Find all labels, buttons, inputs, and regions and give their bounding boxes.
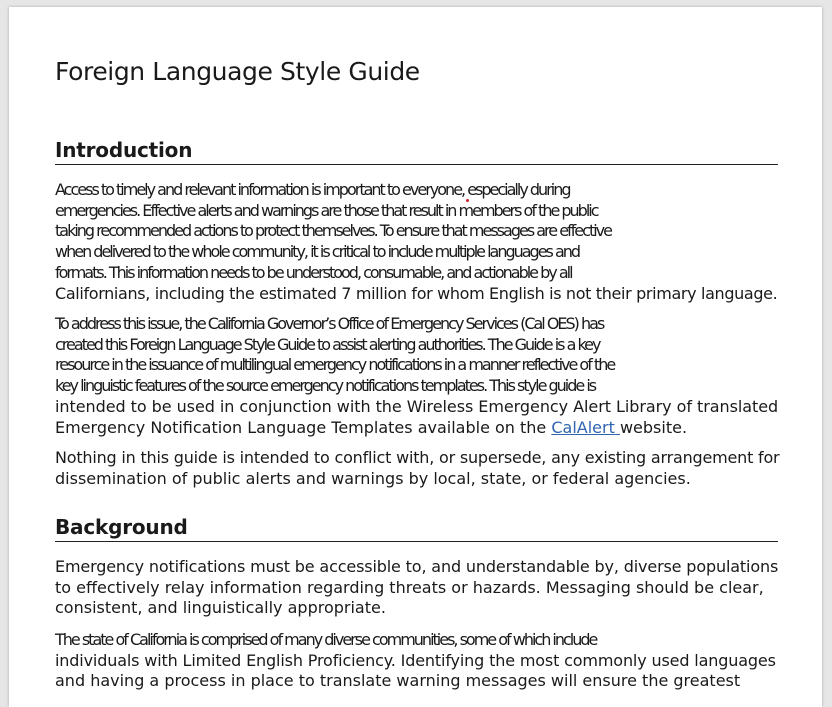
text-line: intended to be used in conjunction with the Wireless Emergency Alert Library of translated xyxy=(55,396,779,416)
text-line: Emergency notifications must be accessible to, and understandable by, diverse populations xyxy=(55,557,779,576)
text-line: when delivered to the whole community, it is critical to include multiple languages and xyxy=(55,242,580,262)
paragraph-background-2 xyxy=(55,630,776,692)
paragraph-introduction-1 xyxy=(55,180,777,304)
text-line: consistent, and linguistically appropriate. xyxy=(55,598,386,618)
text-line: created this Foreign Language Style Guide to assist alerting authorities. The Guide is a key xyxy=(55,334,600,354)
text-line-with-link xyxy=(55,418,778,439)
text-line: formats. This information needs to be understood, consumable, and actionable by all xyxy=(55,262,572,282)
text-line: Nothing in this guide is intended to conflict with, or supersede, any existing arrangement for xyxy=(55,448,780,467)
text-line: To address this issue, the California Governor’s Office of Emergency Services (Cal OES) has xyxy=(55,314,604,333)
text-line: emergencies. Effective alerts and warnings are those that result in members of the public xyxy=(55,200,598,220)
text-line: The state of California is comprised of many diverse communities, some of which include xyxy=(55,630,597,649)
paragraph-introduction-2 xyxy=(55,314,778,438)
text-line: key linguistic features of the source emergency notifications templates. This style guide is xyxy=(55,376,596,396)
text-line: Access to timely and relevant information is important to everyone, especially during xyxy=(55,180,570,199)
text-line: Californians, including the estimated 7 million for whom English is not their primary language. xyxy=(55,283,778,303)
paragraph-background-1 xyxy=(55,557,778,619)
text-line: and having a process in place to translate warning messages will ensure the greatest xyxy=(55,671,741,691)
text-line: dissemination of public alerts and warnings by local, state, or federal agencies. xyxy=(55,468,691,488)
text-line: taking recommended actions to protect themselves. To ensure that messages are effective xyxy=(55,221,611,241)
document-page xyxy=(9,7,822,707)
text-segment: Emergency Notification Language Templates available on the xyxy=(55,417,552,437)
document-title: Foreign Language Style Guide xyxy=(55,57,420,86)
text-line: resource in the issuance of multilingual emergency notifications in a manner reflective of the xyxy=(55,355,615,375)
calalert-link[interactable]: CalAlert xyxy=(551,417,620,437)
section-heading-introduction: Introduction xyxy=(55,138,778,165)
section-heading-background: Background xyxy=(55,515,778,542)
text-line: individuals with Limited English Proficiency. Identifying the most commonly used languages xyxy=(55,650,776,670)
paragraph-introduction-3 xyxy=(55,448,779,489)
text-line: to effectively relay information regarding threats or hazards. Messaging should be clear, xyxy=(55,577,764,597)
text-segment: website. xyxy=(619,417,688,437)
